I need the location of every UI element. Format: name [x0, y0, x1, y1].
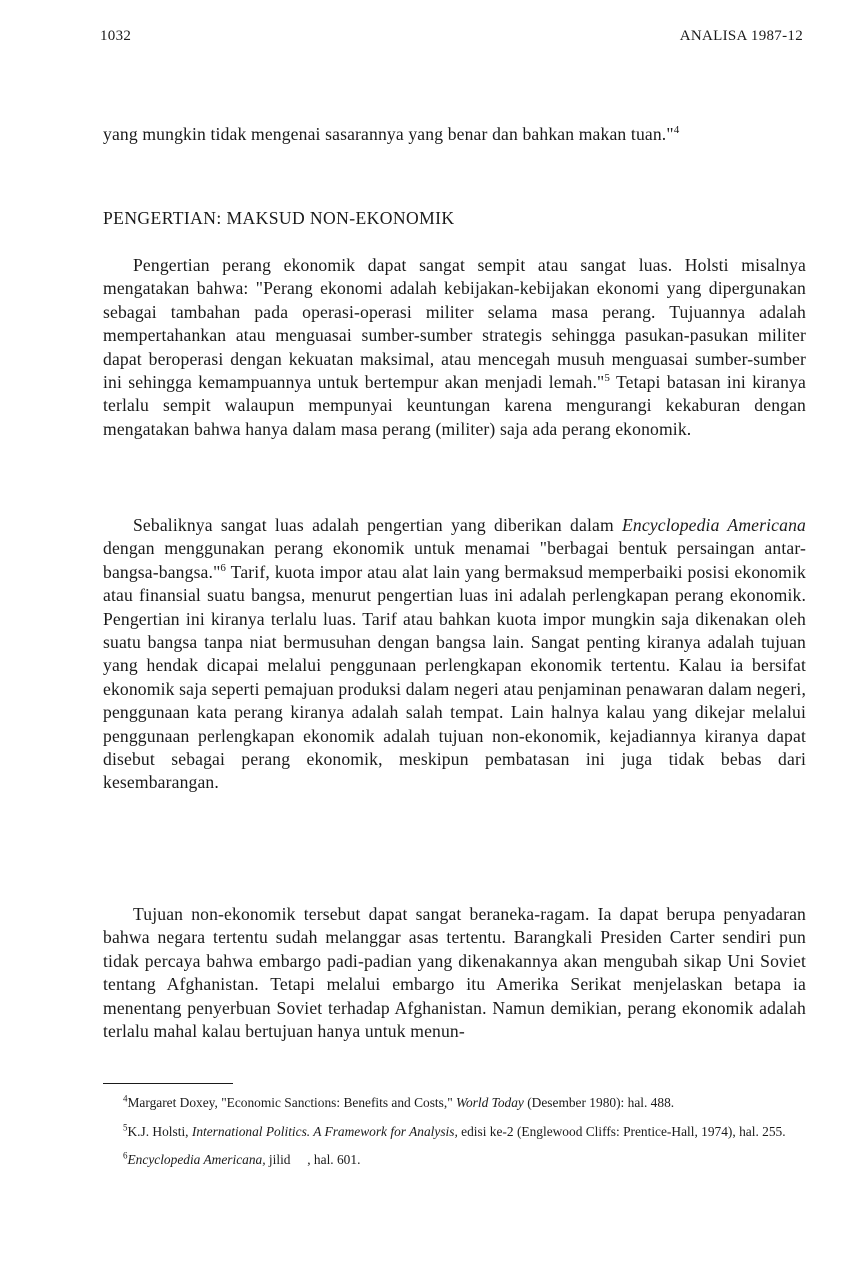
- paragraph-text: Sebaliknya sangat luas adalah pengertian yang diberikan dalam: [133, 515, 622, 535]
- intro-paragraph: [103, 123, 806, 146]
- body-paragraph: [103, 514, 806, 795]
- footnote: [103, 1151, 803, 1170]
- paragraph-text: Tetapi batasan ini kiranya terlalu sempit walaupun mempunyai keuntungan karena mengurangi kekaburan dengan mengatakan bahwa hanya dalam masa perang (militer) saja ada perang ekonomik.: [103, 372, 807, 439]
- running-header: [100, 28, 803, 45]
- footnote-ref: 6: [220, 561, 227, 574]
- footnote-text: (Desember 1980): hal. 488.: [523, 1095, 675, 1110]
- paragraph-text: Tujuan non-ekonomik tersebut dapat sangat beraneka-ragam. Ia dapat berupa penyadaran bahwa negara tertentu sudah melanggar asas tertentu. Barangkali Presiden Carter sendiri pun tidak percaya bahwa embargo padi-padian yang dikenakannya akan mengubah sikap Uni Soviet tentang Afghanistan. Tetapi melalui embargo itu Amerika Serikat menjelaskan betapa ia menentang penyerbuan Soviet terhadap Afghanistan. Namun demikian, perang ekonomik adalah terlalu mahal kalau bertujuan hanya untuk menun-: [103, 904, 806, 1042]
- footnote-title: World Today: [456, 1095, 524, 1110]
- footnote-title: Encyclopedia Americana,: [127, 1152, 266, 1167]
- footnote-text: jilid , hal. 601.: [265, 1152, 361, 1167]
- footnote-text: Margaret Doxey, "Economic Sanctions: Benefits and Costs,": [127, 1095, 457, 1110]
- intro-text: yang mungkin tidak mengenai sasarannya yang benar dan bahkan makan tuan.": [103, 124, 674, 144]
- journal-title: ANALISA 1987-12: [679, 28, 803, 44]
- footnote: [103, 1123, 803, 1142]
- footnote-ref: 5: [604, 372, 611, 385]
- footnote-title: International Politics. A Framework for Analysis,: [191, 1123, 458, 1139]
- paragraph-text: Tarif, kuota impor atau alat lain yang bermaksud memperbaiki posisi ekonomik atau finansial suatu bangsa, menurut pengertian luas ini adalah perlengkapan perang ekonomik. Pengertian ini kiranya terlalu luas. Tarif atau bahkan kuota impor mungkin saja dikenakan oleh suatu bangsa tanpa niat bermusuhan dengan bangsa lain. Sangat penting kiranya adalah tujuan yang hendak dicapai melalui penggunaan perlengkapan ekonomik tertentu. Kalau ia bersifat ekonomik saja seperti pemajuan produksi dalam negeri atau penjaminan penawaran dalam negeri, penggunaan kata perang kiranya adalah salah tempat. Lain halnya kalau yang dikejar melalui penggunaan perlengkapan ekonomik adalah tujuan non-ekonomik, kejadiannya kiranya dapat disebut sebagai perang ekonomik, meskipun pembatasan ini juga tidak bebas dari kesembarangan.: [103, 561, 806, 793]
- footnote-text: edisi ke-2 (Englewood Cliffs: Prentice-Hall, 1974), hal. 255.: [457, 1123, 786, 1139]
- footnote-ref: 4: [673, 124, 680, 137]
- body-paragraph: [103, 903, 806, 1043]
- footnote-number: 6: [123, 1150, 128, 1161]
- page-number: 1032: [100, 28, 132, 44]
- body-paragraph: [103, 254, 806, 441]
- footnotes: [103, 1094, 803, 1180]
- cited-title: Encyclopedia Americana: [622, 515, 806, 535]
- paragraph-text: dengan menggunakan perang ekonomik untuk menamai "berbagai bentuk persaingan antar-bangsa-bangsa.": [103, 538, 806, 582]
- footnote: [103, 1094, 803, 1113]
- footnote-number: 5: [123, 1122, 128, 1133]
- paragraph-text: Pengertian perang ekonomik dapat sangat sempit atau sangat luas. Holsti misalnya mengatakan bahwa: "Perang ekonomi adalah kebijakan-kebijakan ekonomi yang dipergunakan sebagai tambahan pada operasi-operasi militer selama masa perang. Tujuannya adalah mempertahankan atau menguasai sumber-sumber strategis sehingga pasukan-pasukan militer dapat beroperasi dengan kekuatan maksimal, atau mencegah musuh menguasai sumber-sumber ini sehingga kemampuannya untuk bertempur akan menjadi lemah.": [103, 255, 806, 393]
- section-heading: PENGERTIAN: MAKSUD NON-EKONOMIK: [103, 208, 455, 228]
- footnote-number: 4: [123, 1093, 128, 1104]
- footnote-divider: [103, 1083, 233, 1084]
- footnote-text: K.J. Holsti,: [127, 1123, 192, 1139]
